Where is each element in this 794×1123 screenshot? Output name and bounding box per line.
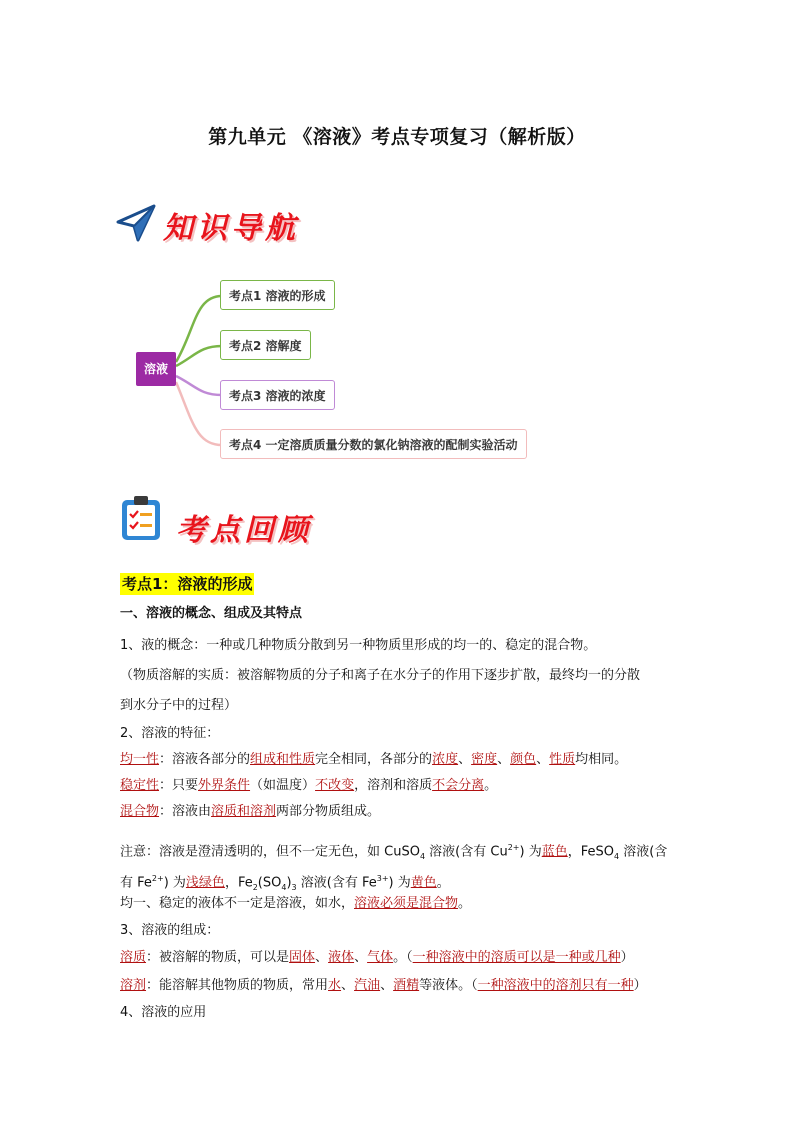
page-title: 第九单元 《溶液》考点专项复习（解析版） [208, 126, 586, 148]
clipboard-checklist-icon [120, 494, 162, 542]
mindmap-node-2: 考点2 溶解度 [220, 330, 311, 360]
feature-stability: 稳定性：只要外界条件（如温度）不改变，溶剂和溶质不会分离。 [120, 778, 498, 793]
mindmap-node-1: 考点1 溶液的形成 [220, 280, 335, 310]
para-application-heading: 4、溶液的应用 [120, 1005, 207, 1020]
para-concept: 1、液的概念：一种或几种物质分散到另一种物质里形成的均一的、稳定的混合物。 [120, 638, 597, 653]
composition-solvent: 溶剂：能溶解其他物质的物质，常用水、汽油、酒精等液体。（一种溶液中的溶剂只有一种） [120, 978, 647, 993]
section-title: 考点1：溶液的形成 [122, 575, 253, 593]
para-essence-1: （物质溶解的实质：被溶解物质的分子和离子在水分子的作用下逐步扩散，最终均一的分散 [120, 668, 641, 683]
para-features-heading: 2、溶液的特征： [120, 726, 220, 741]
feature-uniformity: 均一性：溶液各部分的组成和性质完全相同，各部分的浓度、密度、颜色、性质均相同。 [120, 752, 628, 767]
mindmap-connectors [0, 0, 794, 470]
note-line-2: 有 $Fe^{2+}$) 为浅绿色，$Fe_2(SO_4)_3$ 溶液(含有 $Fe^{3+}$) 为黄色。 [120, 874, 450, 892]
mindmap-root: 溶液 [136, 352, 176, 386]
banner-knowledge-nav: 知识导航 [163, 211, 299, 246]
heading-concept: 一、溶液的概念、组成及其特点 [120, 606, 303, 621]
note-line-1: 注意：溶液是澄清透明的，但不一定无色，如 CuSO$_4$ 溶液(含有 $Cu^{2+}$) 为蓝色，FeSO$_4$ 溶液(含 [120, 843, 668, 861]
feature-mixture: 混合物：溶液由溶质和溶剂两部分物质组成。 [120, 804, 381, 819]
para-composition-heading: 3、溶液的组成： [120, 923, 220, 938]
mindmap-node-4: 考点4 一定溶质质量分数的氯化钠溶液的配制实验活动 [220, 429, 527, 459]
composition-solute: 溶质：被溶解的物质，可以是固体、液体、气体。（一种溶液中的溶质可以是一种或几种） [120, 950, 634, 965]
banner-review: 考点回顾 [176, 513, 312, 548]
note-line-3: 均一、稳定的液体不一定是溶液，如水，溶液必须是混合物。 [120, 896, 472, 911]
para-essence-2: 到水分子中的过程） [120, 698, 238, 713]
mindmap-node-3: 考点3 溶液的浓度 [220, 380, 335, 410]
